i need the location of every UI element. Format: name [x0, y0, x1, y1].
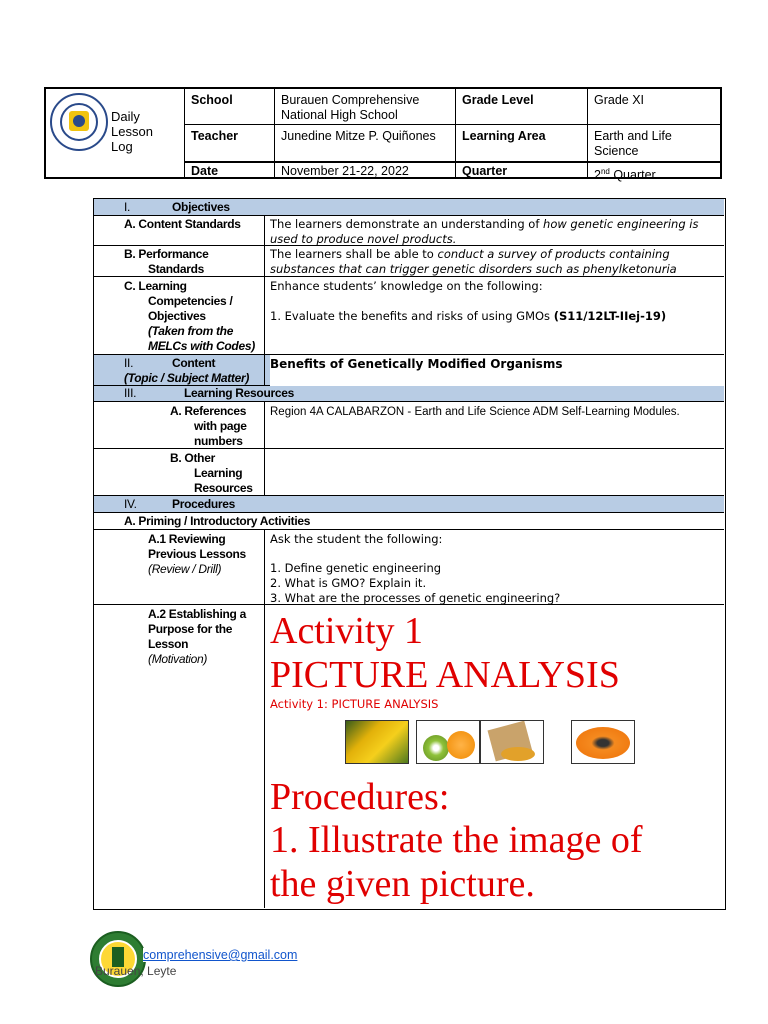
- email-link[interactable]: comprehensive@gmail.com: [143, 948, 298, 962]
- objectives-header: I. Objectives: [94, 199, 724, 216]
- procedures-heading: Procedures:: [270, 776, 450, 818]
- kiwi-orange-image: [416, 720, 480, 764]
- school-location: Burauen, Leyte: [95, 964, 177, 978]
- grade-value: Grade XI: [594, 93, 645, 107]
- papaya-image: [571, 720, 635, 764]
- area-value: Earth and Life Science: [594, 129, 672, 158]
- activity-subtitle: PICTURE ANALYSIS: [270, 654, 620, 696]
- competencies-row: C. Learning Competencies / Objectives (Taken from the MELCs with Codes) Enhance students’ knowledge on the following: 1. Evaluate the benefits and risks of using GMOs (S11/12LT-IIej-19): [94, 277, 724, 355]
- school-logo-icon: [90, 931, 146, 987]
- grade-label: Grade Level: [462, 93, 534, 107]
- content-standards-row: A. Content Standards The learners demonstrate an understanding of how genetic engineering is used to produce novel products.: [94, 216, 724, 246]
- content-row: II. Content (Topic / Subject Matter) Benefits of Genetically Modified Organisms: [94, 355, 724, 386]
- procedure-step: 1. Illustrate the image of the given picture.: [270, 819, 643, 905]
- resources-header: III. Learning Resources: [94, 386, 724, 402]
- quarter-label: Quarter: [462, 164, 508, 178]
- date-label: Date: [191, 164, 219, 178]
- teacher-value: Junedine Mitze P. Quiñones: [281, 129, 436, 143]
- references-row: A. References with page numbers Region 4A CALABARZON - Earth and Life Science ADM Self-Learning Modules.: [94, 402, 724, 449]
- activity-title: Activity 1: [270, 610, 424, 652]
- school-value: Burauen Comprehensive National High School: [281, 93, 420, 122]
- motivation-row: A.2 Establishing a Purpose for the Lesson (Motivation): [94, 605, 724, 908]
- header-table: [44, 87, 722, 183]
- flour-bag-image: [480, 720, 544, 764]
- performance-standards-row: B. Performance Standards The learners shall be able to conduct a survey of products containing substances that can trigger genetic disorders such as phenylketonuria: [94, 246, 724, 277]
- activity-small-caption: Activity 1: PICTURE ANALYSIS: [270, 697, 439, 711]
- teacher-label: Teacher: [191, 129, 239, 143]
- procedures-header: IV. Procedures: [94, 496, 724, 513]
- quarter-value: 2nd Quarter: [594, 167, 656, 183]
- corn-image: [345, 720, 409, 764]
- school-label: School: [191, 93, 233, 107]
- priming-row: A. Priming / Introductory Activities: [94, 513, 724, 530]
- reviewing-row: A.1 Reviewing Previous Lessons (Review / Drill) Ask the student the following: 1. Define genetic engineering 2. What is GMO? Explain it. 3. What are the processes of genetic engineering?: [94, 530, 724, 605]
- other-resources-row: B. Other Learning Resources: [94, 449, 724, 496]
- lesson-log-title: Daily Lesson Log: [111, 109, 153, 154]
- date-value: November 21-22, 2022: [281, 164, 409, 178]
- area-label: Learning Area: [462, 129, 546, 143]
- deped-seal-icon: [50, 93, 108, 151]
